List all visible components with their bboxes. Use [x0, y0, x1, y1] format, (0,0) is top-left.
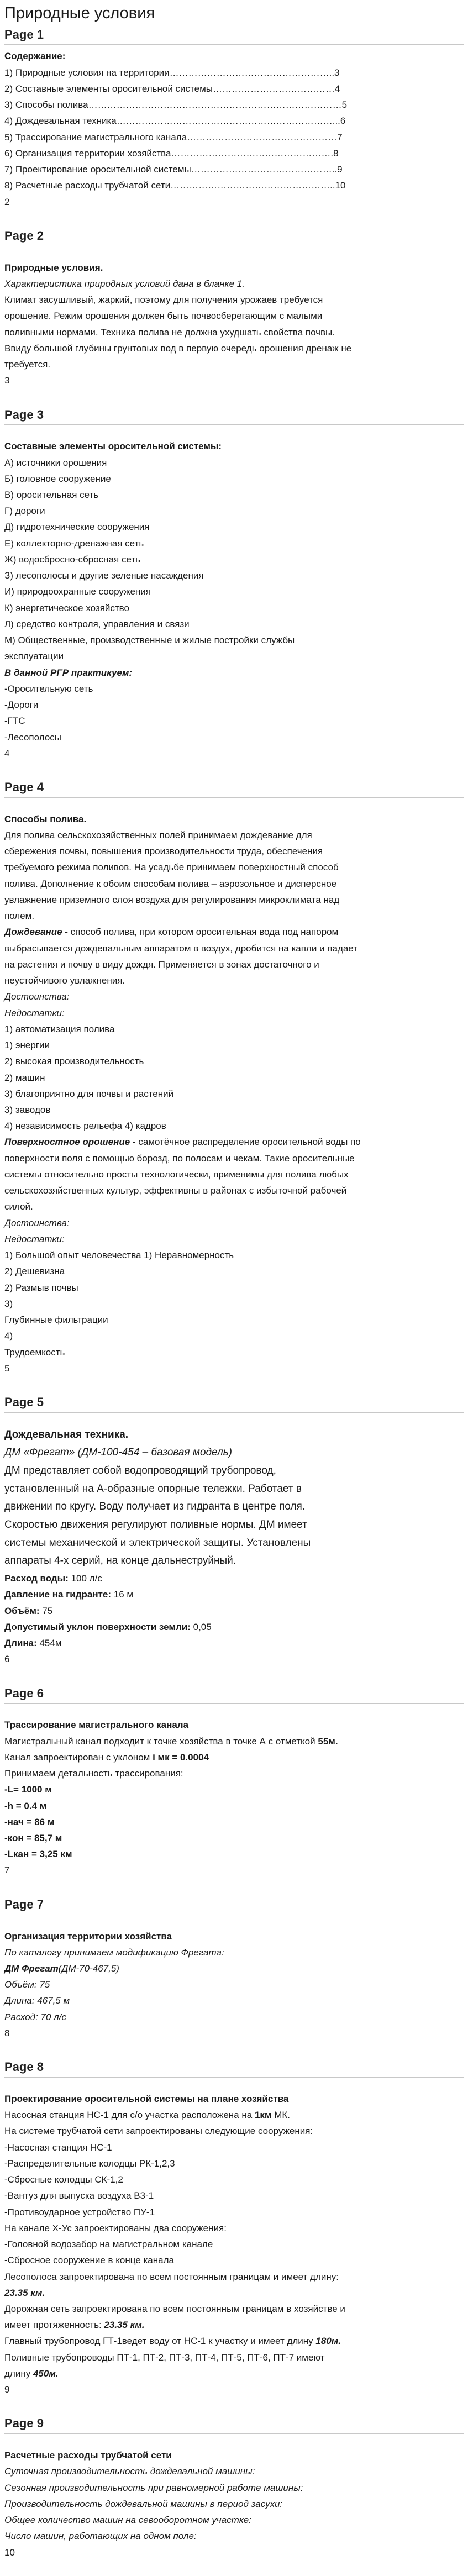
text-line: -Сбросное сооружение в конце канала — [4, 2255, 174, 2266]
text-line: требуется. — [4, 359, 51, 370]
text-line: -Головной водозабор на магистральном канале — [4, 2239, 213, 2250]
toc-entry: 2) Составные элементы оросительной системы…………………………………4 — [4, 83, 340, 94]
spacer — [4, 428, 464, 438]
text-line: 1) энергии — [4, 1040, 50, 1051]
text-line: Лесополоса запроектирована по всем постоянным границам и имеет длину: — [4, 2271, 339, 2282]
document-page — [0, 27, 468, 225]
text-line: Трудоемкость — [4, 1347, 65, 1358]
text-line: поливными нормами. Техника полива не должна ухудшать свойства почвы. — [4, 327, 335, 338]
text-run: (ДМ-70-467,5) — [58, 1963, 119, 1974]
page-spacer — [4, 2561, 464, 2576]
toc-entry: 3) Способы полива………………………………………………………………………5 — [4, 99, 348, 111]
text-line: Сезонная производительность при равномерной работе машины: — [4, 2482, 303, 2493]
text-run: длину — [4, 2368, 33, 2379]
text-run: Расход воды: — [4, 1573, 69, 1584]
text-line: увлажнение приземного слоя воздуха для регулирования микроклимата над — [4, 894, 340, 905]
text-line — [4, 1635, 464, 1651]
text-line: требуемого режима поливов. На усадьбе принимаем поверхностный способ — [4, 862, 339, 873]
page-body — [4, 1416, 464, 1668]
page-header: Page 4 — [4, 779, 464, 798]
text-line: -Lкан = 3,25 км — [4, 1849, 72, 1860]
page-header: Page 6 — [4, 1685, 464, 1704]
text-run: Поверхностное орошение — [4, 1137, 130, 1148]
text-line: 23.35 км. — [4, 2287, 45, 2298]
text-line — [4, 1733, 464, 1749]
text-run: 0,05 — [190, 1621, 212, 1632]
text-line: Б) головное сооружение — [4, 473, 111, 484]
page-number: 10 — [4, 2547, 15, 2558]
text-run: 1км — [254, 2110, 272, 2121]
page-body — [4, 2437, 464, 2561]
spacer — [4, 801, 464, 811]
text-line: В) оросительная сеть — [4, 490, 99, 500]
text-run: имеет протяженность: — [4, 2320, 104, 2331]
text-line: ДМ «Фрегат» (ДМ-100-454 – базовая модель) — [4, 1447, 232, 1459]
text-line: 3) — [4, 1298, 13, 1309]
text-line: Принимаем детальность трассирования: — [4, 1768, 183, 1779]
document-page — [0, 407, 468, 777]
text-line: -Вантуз для выпуска воздуха В3-1 — [4, 2190, 154, 2201]
text-line: -ГТС — [4, 716, 25, 727]
document-page — [0, 1394, 468, 1683]
text-line: сбережения почвы, повышения производительности труда, обеспечения — [4, 846, 323, 857]
text-line: В данной РГР практикуем: — [4, 667, 133, 678]
document-title: Природные условия — [4, 4, 155, 22]
text-run: Главный трубопровод ГТ-1ведет воду от НС-1 к участку и имеет длину — [4, 2336, 316, 2347]
text-line — [4, 924, 464, 940]
spacer — [4, 250, 464, 260]
text-line: Организация территории хозяйства — [4, 1931, 172, 1942]
page-body — [4, 1918, 464, 2042]
text-line — [4, 1960, 464, 1976]
text-line — [4, 2317, 464, 2333]
spacer — [4, 1416, 464, 1426]
document-pages — [0, 27, 468, 2576]
text-run: Канал запроектирован с уклоном — [4, 1752, 153, 1763]
text-line: Е) коллекторно-дренажная сеть — [4, 538, 144, 549]
text-line: Проектирование оросительной системы на плане хозяйства — [4, 2093, 289, 2104]
text-line: 2) машин — [4, 1072, 45, 1083]
text-line: Число машин, работающих на одном поле: — [4, 2531, 197, 2542]
text-line: сельскохозяйственных культур, эффективны в районах с избыточной рабочей — [4, 1185, 347, 1196]
page-body — [4, 2081, 464, 2398]
text-line: 4) независимость рельефа 4) кадров — [4, 1121, 166, 1132]
text-line — [4, 2107, 464, 2123]
text-line: 2) высокая производительность — [4, 1056, 144, 1067]
text-line: По каталогу принимаем модификацию Фрегата: — [4, 1947, 224, 1958]
page-body — [4, 48, 464, 209]
text-line: ДМ представляет собой водопроводящий трубопровод, — [4, 1465, 276, 1477]
text-line: Скоростью движения регулируют поливные нормы. ДМ имеет — [4, 1519, 307, 1531]
text-line: Ввиду большой глубины грунтовых вод в первую очередь орошения дренаж не — [4, 343, 352, 354]
text-line — [4, 1603, 464, 1619]
spacer — [4, 1918, 464, 1928]
text-line: 2) Дешевизна — [4, 1266, 65, 1277]
text-line: -h = 0.4 м — [4, 1800, 47, 1811]
page-number: 3 — [4, 375, 10, 386]
text-line: 3) заводов — [4, 1105, 51, 1115]
text-line: М) Общественные, производственные и жилые постройки службы — [4, 635, 295, 646]
text-line: Глубинные фильтрации — [4, 1315, 108, 1326]
text-run: - самотёчное распределение оросительной воды по — [130, 1137, 361, 1148]
text-line: Расчетные расходы трубчатой сети — [4, 2450, 172, 2461]
text-line — [4, 2333, 464, 2349]
text-run: 454м — [36, 1638, 62, 1649]
page-spacer — [4, 761, 464, 777]
text-line: Г) дороги — [4, 506, 45, 517]
text-line: На канале Х-Ус запроектированы два сооружения: — [4, 2222, 227, 2233]
text-line: З) лесополосы и другие зеленые насаждения — [4, 570, 204, 581]
text-line: К) энергетическое хозяйство — [4, 602, 129, 613]
text-line: Производительность дождевальной машины в период засухи: — [4, 2498, 283, 2509]
text-line: Трассирование магистрального канала — [4, 1720, 189, 1731]
text-line: -Сбросные колодцы СК-1,2 — [4, 2174, 123, 2185]
document-page — [0, 779, 468, 1392]
page-number: 6 — [4, 1654, 10, 1665]
page-spacer — [4, 389, 464, 404]
page-body — [4, 801, 464, 1376]
page-spacer — [4, 2398, 464, 2413]
toc-entry: 4) Дождевальная техника……………………………………………………………...6 — [4, 115, 346, 127]
document-page — [0, 1896, 468, 2057]
page-header: Page 7 — [4, 1896, 464, 1915]
text-line: Содержание: — [4, 51, 66, 62]
text-line: Для полива сельскохозяйственных полей принимаем дождевание для — [4, 830, 312, 841]
page-header: Page 3 — [4, 407, 464, 425]
text-line — [4, 1619, 464, 1635]
page-number: 9 — [4, 2384, 10, 2395]
text-run: Допустимый уклон поверхности земли: — [4, 1621, 191, 1632]
text-line: Недостатки: — [4, 1233, 65, 1244]
text-run: Насосная станция НС-1 для с/о участка расположена на — [4, 2110, 255, 2121]
text-line: Ж) водосбросно-сбросная сеть — [4, 554, 140, 565]
text-line — [4, 1586, 464, 1602]
text-run: 55м. — [318, 1736, 338, 1747]
text-line: системы относительно просты технологически, применимы для полива любых — [4, 1169, 349, 1180]
page-header: Page 9 — [4, 2415, 464, 2434]
text-line: Поливные трубопроводы ПТ-1, ПТ-2, ПТ-3, ПТ-4, ПТ-5, ПТ-6, ПТ-7 имеют — [4, 2352, 325, 2363]
text-line: На системе трубчатой сети запроектированы следующие сооружения: — [4, 2126, 313, 2137]
text-run: Давление на гидранте: — [4, 1589, 112, 1600]
text-run: МК. — [271, 2110, 290, 2121]
text-run: 16 м — [111, 1589, 134, 1600]
text-line: Климат засушливый, жаркий, поэтому для получения урожаев требуется — [4, 295, 323, 306]
page-header: Page 1 — [4, 27, 464, 45]
page-body — [4, 250, 464, 389]
text-run: Длина: — [4, 1638, 37, 1649]
text-line: Достоинства: — [4, 991, 70, 1002]
toc-entry: 1) Природные условия на территории……………………………………………..3 — [4, 67, 340, 78]
text-line: Длина: 467,5 м — [4, 1995, 70, 2006]
text-run: Дождевание - — [4, 927, 71, 938]
spacer — [4, 1707, 464, 1717]
document-page — [0, 2059, 468, 2413]
text-line: Дорожная сеть запроектирована по всем постоянным границам в хозяйстве и — [4, 2303, 345, 2314]
text-line: 3) благоприятно для почвы и растений — [4, 1088, 174, 1099]
page-number: 2 — [4, 196, 10, 207]
text-line — [4, 1570, 464, 1586]
text-run: ДМ Фрегат — [4, 1963, 59, 1974]
text-line — [4, 1134, 464, 1150]
page-body — [4, 428, 464, 761]
text-run: способ полива, при котором оросительная вода под напором — [70, 927, 339, 938]
text-line: неустойчивого увлажнения. — [4, 975, 125, 986]
text-line: Расход: 70 л/с — [4, 2011, 66, 2022]
text-line: Составные элементы оросительной системы: — [4, 441, 222, 452]
text-line: -нач = 86 м — [4, 1816, 55, 1827]
text-line: Д) гидротехнические сооружения — [4, 522, 150, 533]
text-line: системы механической и электрической защиты. Установлены — [4, 1537, 311, 1549]
text-line: -L= 1000 м — [4, 1784, 52, 1795]
text-line: -Противоударное устройство ПУ-1 — [4, 2206, 155, 2217]
text-line: Суточная производительность дождевальной машины: — [4, 2466, 255, 2477]
text-line: Способы полива. — [4, 813, 87, 824]
text-line: И) природоохранные сооружения — [4, 586, 151, 597]
page-number: 7 — [4, 1865, 10, 1876]
text-line: Общее количество машин на севооборотном участке: — [4, 2515, 251, 2526]
text-run: 450м. — [33, 2368, 59, 2379]
text-line: Объём: 75 — [4, 1979, 50, 1990]
text-line: Дождевальная техника. — [4, 1428, 129, 1441]
text-line — [4, 2365, 464, 2382]
text-line: -Дороги — [4, 700, 39, 711]
page-header: Page 8 — [4, 2059, 464, 2078]
toc-entry: 5) Трассирование магистрального канала…………………………………………7 — [4, 132, 343, 143]
text-line: 1) Большой опыт человечества 1) Неравномерность — [4, 1250, 234, 1261]
page-spacer — [4, 2041, 464, 2057]
toc-entry: 6) Организация территории хозяйства…………………………………………….8 — [4, 148, 339, 159]
text-line: Л) средство контроля, управления и связи — [4, 618, 190, 629]
page-body — [4, 1707, 464, 1878]
spacer — [4, 2437, 464, 2447]
page-spacer — [4, 1668, 464, 1683]
page-spacer — [4, 1376, 464, 1392]
text-run: 75 — [39, 1605, 53, 1616]
text-line: силой. — [4, 1201, 33, 1212]
page-spacer — [4, 210, 464, 225]
text-line: Недостатки: — [4, 1007, 65, 1018]
text-line: -Распределительные колодцы РК-1,2,3 — [4, 2158, 175, 2169]
text-line: эксплуатации — [4, 651, 64, 662]
text-run: 23.35 км. — [104, 2320, 145, 2331]
text-line — [4, 1749, 464, 1765]
page-header: Page 2 — [4, 228, 464, 246]
text-line: 2) Размыв почвы — [4, 1282, 78, 1293]
document-page — [0, 1685, 468, 1894]
text-line: Природные условия. — [4, 262, 103, 273]
text-line: Характеристика природных условий дана в бланке 1. — [4, 278, 245, 289]
text-line: движении по кругу. Воду получает из гидранта в центре поля. — [4, 1501, 306, 1513]
text-line: -Насосная станция НС-1 — [4, 2142, 112, 2153]
page-number: 5 — [4, 1363, 10, 1374]
text-line: 4) — [4, 1331, 13, 1342]
page-spacer — [4, 1879, 464, 1894]
text-line: -Лесополосы — [4, 732, 61, 743]
text-line: аппараты 4-х серий, на конце дальнеструйный. — [4, 1555, 236, 1567]
text-run: Магистральный канал подходит к точке хозяйства в точке А с отметкой — [4, 1736, 318, 1747]
text-line: на растения и почву в виду дождя. Применяется в зонах достаточного и — [4, 959, 319, 970]
text-run: 180м. — [315, 2336, 341, 2347]
text-line: 1) автоматизация полива — [4, 1023, 115, 1034]
page-number: 4 — [4, 748, 10, 759]
text-line: полем. — [4, 911, 35, 922]
text-line: Достоинства: — [4, 1217, 70, 1228]
page-number: 8 — [4, 2027, 10, 2038]
text-line: орошение. Режим орошения должен быть почвосберегающим с малыми — [4, 311, 323, 322]
text-run: i мк = 0.0004 — [153, 1752, 209, 1763]
text-line: поверхности поля с помощью борозд, по полосам и чекам. Такие оросительные — [4, 1153, 355, 1164]
text-line: установленный на А-образные опорные тележки. Работает в — [4, 1482, 302, 1495]
text-line: -кон = 85,7 м — [4, 1833, 62, 1843]
spacer — [4, 2081, 464, 2091]
text-line: выбрасывается дождевальным аппаратом в воздух, дробится на капли и падает — [4, 943, 357, 954]
document-page — [0, 2415, 468, 2575]
page-header: Page 5 — [4, 1394, 464, 1413]
text-line: А) источники орошения — [4, 457, 107, 468]
text-run: 100 л/с — [68, 1573, 102, 1584]
text-line: -Оросительную сеть — [4, 683, 93, 694]
document-page — [0, 228, 468, 404]
text-run: Объём: — [4, 1605, 40, 1616]
toc-entry: 8) Расчетные расходы трубчатой сети……………………………………………..10 — [4, 180, 346, 191]
toc-entry: 7) Проектирование оросительной системы………………………………………..9 — [4, 164, 343, 175]
text-line: полива. Дополнение к обоим способам полива – аэрозольное и дисперсное — [4, 878, 337, 889]
